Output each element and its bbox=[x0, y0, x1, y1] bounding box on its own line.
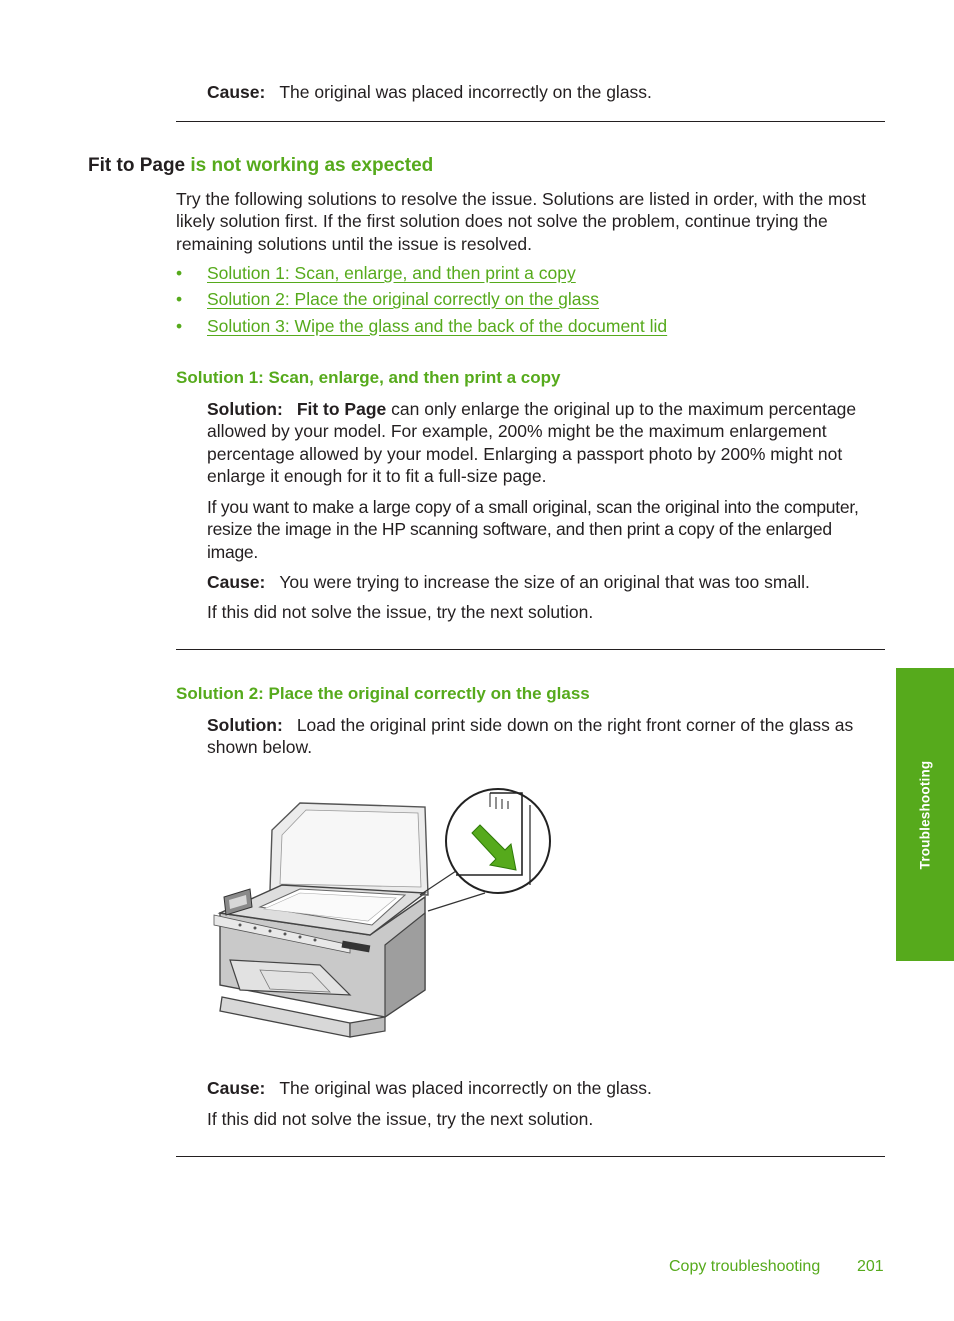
divider bbox=[176, 121, 885, 122]
solution1-heading: Solution 1: Scan, enlarge, and then print a copy bbox=[176, 368, 561, 387]
link-solution-1[interactable]: Solution 1: Scan, enlarge, and then print a copy bbox=[207, 263, 576, 283]
cause-text: The original was placed incorrectly on the glass. bbox=[279, 1078, 652, 1098]
cause-label: Cause: bbox=[207, 82, 266, 102]
solution1-para2: If you want to make a large copy of a small original, scan the original into the computer, resize the image in the HP scanning software, and then print a copy of the enlarged image. bbox=[207, 497, 859, 562]
solution2-next: If this did not solve the issue, try the next solution. bbox=[207, 1109, 594, 1129]
solution1-text bbox=[207, 398, 885, 488]
divider bbox=[176, 649, 885, 650]
cause-text: You were trying to increase the size of an original that was too small. bbox=[279, 572, 810, 592]
cause-label: Cause: bbox=[207, 1078, 266, 1098]
section-title-bold: Fit to Page bbox=[88, 155, 186, 176]
printer-illustration bbox=[200, 785, 560, 1050]
section-title-rest: is not working as expected bbox=[190, 155, 434, 176]
footer-section: Copy troubleshooting bbox=[669, 1258, 821, 1275]
link-solution-3[interactable]: Solution 3: Wipe the glass and the back of the document lid bbox=[207, 316, 668, 336]
solution2-heading: Solution 2: Place the original correctly on the glass bbox=[176, 684, 590, 703]
footer-page-number: 201 bbox=[857, 1258, 884, 1275]
cause-text: The original was placed incorrectly on the glass. bbox=[279, 82, 652, 102]
bullet: • bbox=[176, 263, 183, 283]
solution1-cause bbox=[207, 571, 885, 593]
cause-label: Cause: bbox=[207, 572, 266, 592]
side-tab-label: Troubleshooting bbox=[917, 760, 933, 869]
solution-label: Solution: bbox=[207, 399, 283, 419]
link-solution-2[interactable]: Solution 2: Place the original correctly on the glass bbox=[207, 289, 600, 309]
solution2-cause bbox=[207, 1077, 885, 1099]
solution2-text bbox=[207, 714, 885, 759]
solution1-next: If this did not solve the issue, try the next solution. bbox=[207, 602, 594, 622]
bullet: • bbox=[176, 289, 183, 309]
solution-bold: Fit to Page bbox=[296, 399, 387, 419]
section-title bbox=[88, 155, 433, 177]
top-cause bbox=[207, 81, 885, 103]
side-tab-troubleshooting bbox=[896, 668, 954, 961]
solution-label: Solution: bbox=[207, 715, 283, 735]
section-intro: Try the following solutions to resolve the issue. Solutions are listed in order, with the most likely solution first. If the first solution does not solve the problem, continue trying the remaining solutions until the issue is resolved. bbox=[176, 189, 866, 254]
solution-body: Load the original print side down on the right front corner of the glass as shown below. bbox=[207, 715, 854, 758]
bullet: • bbox=[176, 316, 183, 336]
solution-body: can only enlarge the original up to the maximum percentage allowed by your model. For example, 200% might be the maximum enlargement percentage allowed by your model. Enlarging a passport photo by 200% might not enlarge it enough for it to fit a full-size page. bbox=[207, 399, 857, 487]
divider bbox=[176, 1156, 885, 1157]
